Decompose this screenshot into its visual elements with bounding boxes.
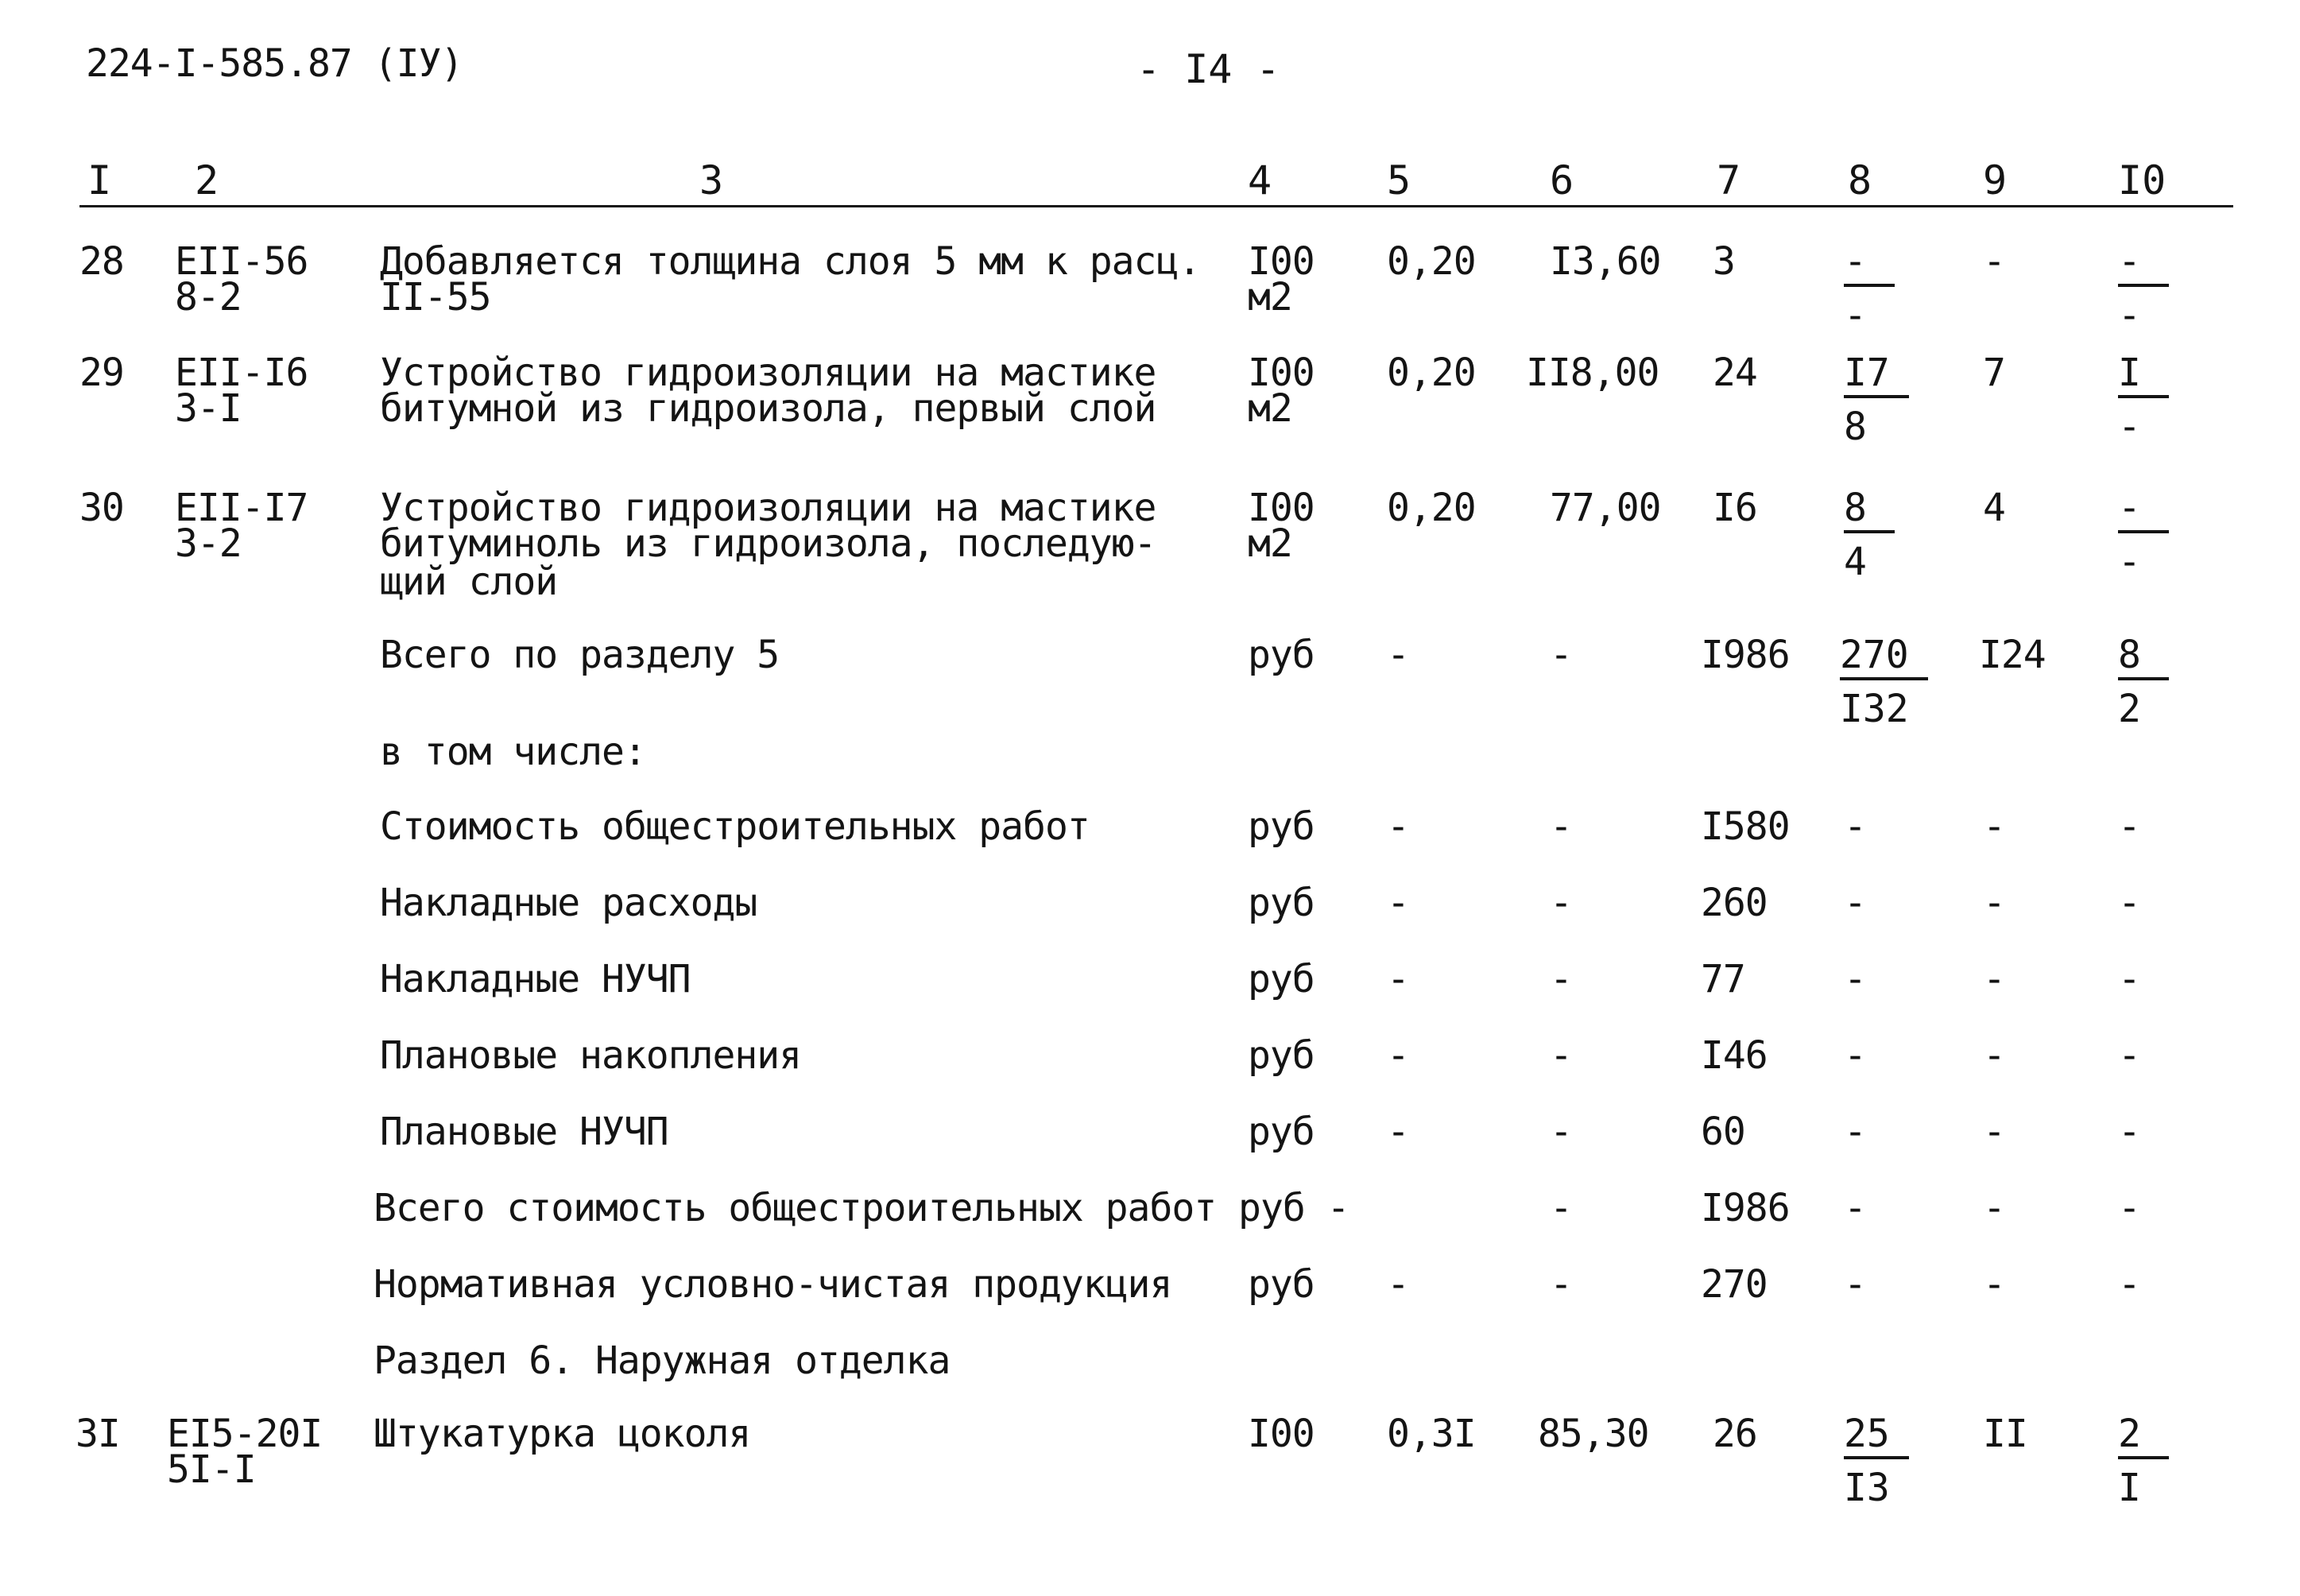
description: Всего стоимость общестроительных работ руб -	[374, 1186, 1349, 1230]
numerator: -	[1844, 242, 1895, 287]
col7: I986	[1701, 633, 1790, 677]
rate-code: EII-I7	[175, 486, 308, 530]
denominator: I	[2118, 1466, 2141, 1510]
col5: -	[1387, 1033, 1409, 1078]
rate-code-sub: 5I-I	[167, 1447, 256, 1492]
col7: 77	[1701, 957, 1745, 1001]
rate-code-sub: 3-I	[175, 386, 242, 431]
col5: -	[1387, 633, 1409, 677]
col10: -	[2118, 1110, 2140, 1154]
col8-fraction	[1840, 633, 1928, 731]
description: щий слой	[380, 560, 558, 604]
col9: II	[1983, 1412, 2027, 1456]
col5: -	[1387, 1262, 1409, 1307]
unit: м2	[1248, 275, 1292, 320]
unit: I00	[1248, 351, 1315, 395]
row-number: 30	[79, 486, 124, 530]
col7: I986	[1701, 1186, 1790, 1230]
description: II-55	[380, 275, 491, 320]
description: Штукатурка цоколя	[374, 1412, 751, 1456]
rate-code-sub: 3-2	[175, 521, 242, 566]
col10: -	[2118, 804, 2140, 849]
header-rule	[79, 205, 2233, 207]
col7: I580	[1701, 804, 1790, 849]
col9: -	[1983, 1033, 2005, 1078]
col9: -	[1983, 239, 2005, 284]
unit: руб	[1248, 957, 1315, 1001]
rate-code-sub: 8-2	[175, 275, 242, 320]
denominator: 2	[2118, 687, 2141, 731]
description: Устройство гидроизоляции на мастике	[380, 351, 1156, 395]
col10: -	[2118, 881, 2140, 925]
col10: -	[2118, 957, 2140, 1001]
denominator: -	[1844, 293, 1867, 338]
description: Накладные расходы	[380, 881, 757, 925]
col7: 24	[1713, 351, 1757, 395]
col10-fraction	[2118, 1412, 2169, 1510]
numerator: 2	[2118, 1415, 2169, 1459]
col-header-10: I0	[2118, 157, 2166, 203]
col7: 260	[1701, 881, 1768, 925]
denominator: 8	[1844, 405, 1867, 449]
col8: -	[1844, 1110, 1866, 1154]
col6: -	[1550, 957, 1572, 1001]
col-header-8: 8	[1848, 157, 1872, 203]
col9: -	[1983, 804, 2005, 849]
unit: м2	[1248, 521, 1292, 566]
col-header-1: I	[87, 157, 112, 203]
col5: 0,20	[1387, 351, 1476, 395]
denominator: 4	[1844, 540, 1867, 584]
col-header-7: 7	[1717, 157, 1741, 203]
including-label: в том числе:	[380, 730, 646, 774]
unit: руб	[1248, 881, 1315, 925]
col5: -	[1387, 881, 1409, 925]
col9: -	[1983, 957, 2005, 1001]
col9: 4	[1983, 486, 2005, 530]
page-number: - I4 -	[1136, 46, 1280, 92]
col6: I3,60	[1550, 239, 1661, 284]
numerator: 8	[2118, 636, 2169, 680]
total-description: Всего по разделу 5	[380, 633, 780, 677]
col-header-4: 4	[1248, 157, 1272, 203]
description: Накладные НУЧП	[380, 957, 691, 1001]
document-code: 224-I-585.87 (IУ)	[86, 41, 463, 86]
col8-fraction	[1844, 351, 1909, 449]
unit: I00	[1248, 486, 1315, 530]
col6: 77,00	[1550, 486, 1661, 530]
col7: 60	[1701, 1110, 1745, 1154]
col5: 0,3I	[1387, 1412, 1476, 1456]
col8: -	[1844, 881, 1866, 925]
col8-fraction	[1844, 1412, 1909, 1510]
col10-fraction	[2118, 351, 2169, 449]
description: Стоимость общестроительных работ	[380, 804, 1090, 849]
col8: -	[1844, 1033, 1866, 1078]
row-number: 3I	[76, 1412, 120, 1456]
col-header-6: 6	[1550, 157, 1574, 203]
col8-fraction	[1844, 486, 1895, 584]
section-title: Раздел 6. Наружная отделка	[374, 1338, 951, 1383]
numerator: 25	[1844, 1415, 1909, 1459]
unit: I00	[1248, 239, 1315, 284]
unit: руб	[1248, 633, 1315, 677]
col9: -	[1983, 1110, 2005, 1154]
col6: 85,30	[1538, 1412, 1649, 1456]
description: Плановые накопления	[380, 1033, 802, 1078]
description: Добавляется толщина слоя 5 мм к расц.	[380, 239, 1201, 284]
col6: -	[1550, 881, 1572, 925]
numerator: 270	[1840, 636, 1928, 680]
row-number: 29	[79, 351, 124, 395]
col-header-2: 2	[195, 157, 219, 203]
rate-code: EI5-20I	[167, 1412, 323, 1456]
col6: -	[1550, 1262, 1572, 1307]
col8-fraction	[1844, 239, 1895, 338]
denominator: -	[2118, 405, 2141, 449]
rate-code: EII-56	[175, 239, 308, 284]
col9: -	[1983, 881, 2005, 925]
col6: -	[1550, 633, 1572, 677]
unit: I00	[1248, 1412, 1315, 1456]
col7: 3	[1713, 239, 1735, 284]
col8: -	[1844, 957, 1866, 1001]
numerator: I	[2118, 354, 2169, 398]
description: Нормативная условно-чистая продукция	[374, 1262, 1172, 1307]
numerator: -	[2118, 242, 2169, 287]
description: Устройство гидроизоляции на мастике	[380, 486, 1156, 530]
col10: -	[2118, 1186, 2140, 1230]
col8: -	[1844, 804, 1866, 849]
unit: руб	[1248, 1033, 1315, 1078]
denominator: I3	[1844, 1466, 1890, 1510]
col10-fraction	[2118, 486, 2169, 584]
col5: -	[1387, 1110, 1409, 1154]
col9: 7	[1983, 351, 2005, 395]
col9: -	[1983, 1262, 2005, 1307]
col8: -	[1844, 1186, 1866, 1230]
row-number: 28	[79, 239, 124, 284]
unit: руб	[1248, 804, 1315, 849]
col6: -	[1550, 1033, 1572, 1078]
col7: 26	[1713, 1412, 1757, 1456]
col7: I46	[1701, 1033, 1768, 1078]
col-header-3: 3	[699, 157, 724, 203]
col5: 0,20	[1387, 239, 1476, 284]
col7: I6	[1713, 486, 1757, 530]
col8: -	[1844, 1262, 1866, 1307]
col-header-9: 9	[1983, 157, 2008, 203]
col-header-5: 5	[1387, 157, 1411, 203]
col10: -	[2118, 1033, 2140, 1078]
col5: -	[1387, 957, 1409, 1001]
col10: -	[2118, 1262, 2140, 1307]
unit: руб	[1248, 1110, 1315, 1154]
col5: -	[1387, 804, 1409, 849]
col5: 0,20	[1387, 486, 1476, 530]
numerator: 8	[1844, 489, 1895, 533]
description: Плановые НУЧП	[380, 1110, 668, 1154]
numerator: -	[2118, 489, 2169, 533]
col9: -	[1983, 1186, 2005, 1230]
denominator: -	[2118, 540, 2141, 584]
numerator: I7	[1844, 354, 1909, 398]
denominator: I32	[1840, 687, 1909, 731]
col6: -	[1550, 804, 1572, 849]
description: битуминоль из гидроизола, последую-	[380, 521, 1156, 566]
col10-fraction	[2118, 239, 2169, 338]
description: битумной из гидроизола, первый слой	[380, 386, 1156, 431]
col6: II8,00	[1526, 351, 1659, 395]
rate-code: EII-I6	[175, 351, 308, 395]
unit: м2	[1248, 386, 1292, 431]
col6: -	[1550, 1186, 1572, 1230]
col9: I24	[1979, 633, 2046, 677]
unit: руб	[1248, 1262, 1315, 1307]
col6: -	[1550, 1110, 1572, 1154]
col10-fraction	[2118, 633, 2169, 731]
col7: 270	[1701, 1262, 1768, 1307]
denominator: -	[2118, 293, 2141, 338]
